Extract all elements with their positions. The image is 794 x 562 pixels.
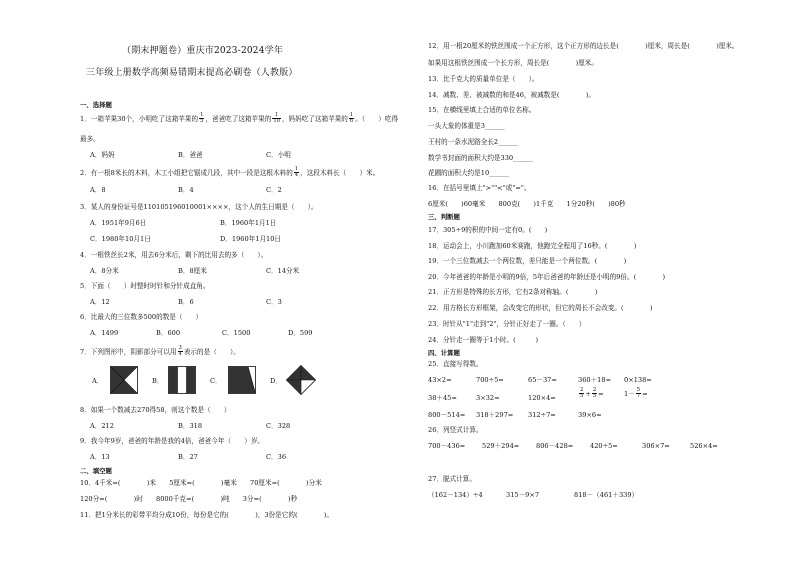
calc-item: 39×6= <box>578 411 602 419</box>
judge-19: 19．一个三位数减去一个两位数，差只能是一个两位数。( ) <box>428 257 627 265</box>
text-fragment: 表示的是（ ）。 <box>183 347 240 356</box>
fraction-1-6 <box>349 113 354 125</box>
text-fragment: 1．一箱苹果30个，小明吃了这箱苹果的 <box>80 114 199 123</box>
question-15-item-2: 王村的一条水泥路全长2______ <box>428 138 518 146</box>
option-d[interactable]: D．599 <box>288 329 313 337</box>
option-c[interactable]: C．1980年10月1日 <box>90 235 151 243</box>
vertical-calc-item: 806－428= <box>536 442 574 450</box>
option-b[interactable]: B．8厘米 <box>178 267 207 275</box>
question-12-line-1: 12．用一根20厘米的铁丝围成一个正方形，这个正方形的边长是( )厘米，周长是( )厘米。 <box>428 42 739 50</box>
section-choice: 一、选择题 <box>80 101 112 109</box>
calc-item-fraction-sum: $\frac{2}{5}$ + $\frac{2}{5}$ = <box>580 387 604 400</box>
text-fragment: 1 <box>294 166 299 172</box>
option-d-label[interactable]: D． <box>270 377 282 385</box>
judge-22: 22．用方格长方形框架，会改变它的形状，但它的周长不会改变。( ) <box>428 304 653 312</box>
question-4: 4．一根铁丝长2米，用去6分米后，剩下的比用去的多（ ）。 <box>80 251 268 259</box>
option-b[interactable]: B．1960年1月1日 <box>220 219 277 227</box>
option-a[interactable]: A．1951年9月6日 <box>90 219 147 227</box>
question-9: 9．我今年9岁，爸爸的年龄是我的4倍，爸爸今年（ ）岁。 <box>80 437 265 445</box>
title-line-1: （期末押题卷）重庆市2023-2024学年 <box>122 46 284 56</box>
mixed-calc-item: 818－（461＋339） <box>574 491 639 499</box>
title-line-2: 三年级上册数学高频易错期末提高必刷卷（人教版） <box>86 68 298 78</box>
option-a-label[interactable]: A． <box>92 377 104 385</box>
question-27: 27．脱式计算。 <box>428 475 476 483</box>
vertical-calc-item: 420÷5= <box>590 442 618 450</box>
question-13: 13．比千克大的质量单位是（ ）。 <box>428 75 539 83</box>
judge-21: 21．正方形是特殊的长方形，它有2条对称轴。( ) <box>428 288 598 296</box>
option-a[interactable]: A．12 <box>90 298 110 306</box>
question-1 <box>80 113 398 125</box>
option-b[interactable]: B．4 <box>178 186 194 194</box>
question-16: 16．在括号里填上">""<"或"="。 <box>428 184 531 192</box>
question-15-item-1: 一头大象的体重是3______ <box>428 122 505 130</box>
question-15-item-4: 花圃的面积大约是10______ <box>428 169 509 177</box>
question-2 <box>80 167 379 179</box>
text-fragment: 2 <box>592 387 597 393</box>
calc-item: 700÷5= <box>476 376 504 384</box>
text-fragment: 5 <box>592 393 597 400</box>
option-c[interactable]: C．14分米 <box>266 267 300 275</box>
question-10-line-1: 10．4千米=( )米 5厘米=( )毫米 70厘米=( )分米 <box>80 479 322 487</box>
fraction-3-4 <box>178 346 183 358</box>
fraction-1-5 <box>199 113 204 125</box>
question-10-line-2: 120分=( )时 8000千克=( )吨 3分=( )秒 <box>80 495 298 503</box>
text-fragment: 5 <box>580 393 584 400</box>
section-judge: 三、判断题 <box>428 213 460 221</box>
option-b-label[interactable]: B． <box>152 377 164 385</box>
calc-item-fraction-diff: 1－ $\frac{5}{7}$ = <box>624 387 648 400</box>
text-fragment: 1 <box>272 113 281 119</box>
text-fragment: 。（ ）吃得 <box>355 114 399 123</box>
option-d[interactable]: D．1960年1月10日 <box>220 235 282 243</box>
vertical-calc-item: 306×7= <box>642 442 670 450</box>
judge-24: 24．分针走一圈等于1小时。( ) <box>428 336 539 344</box>
judge-20: 20．今年爸爸的年龄是小明的9倍，5年后爸爸的年龄还是小明的9倍。( ) <box>428 273 666 281</box>
mixed-calc-item: 315－9×7 <box>506 491 540 499</box>
text-fragment: 10 <box>273 118 280 125</box>
text-fragment: ，妈妈吃了这箱苹果的 <box>281 114 348 123</box>
calc-item: 312÷7= <box>528 411 556 419</box>
text-fragment: 3 <box>178 345 182 351</box>
question-12-line-2: 如果用这根铁丝围成一个长方形，周长是( )厘米。 <box>428 59 598 67</box>
calc-item: 360＋18= <box>578 376 612 384</box>
option-a[interactable]: A．1499 <box>90 329 119 337</box>
text-fragment: ，爸爸吃了这箱苹果的 <box>205 114 272 123</box>
fraction-1-10 <box>272 113 281 125</box>
question-11: 11．把1分米长的彩带平均分成10份，每份是它的( )，3份是它的( )。 <box>80 511 334 519</box>
option-c[interactable]: C．1500 <box>222 329 251 337</box>
text-fragment: 2 <box>580 387 584 393</box>
option-a[interactable]: A．8分米 <box>90 267 119 275</box>
text-fragment: 5 <box>200 118 204 125</box>
text-fragment: 1 <box>349 112 354 118</box>
question-16-line: 6厘米( )60毫米 800克( )1千克 1分20秒( )80秒 <box>428 200 626 208</box>
text-fragment: 7 <box>636 393 641 400</box>
text-fragment: 2．有一根8米长的木料，木工小组把它锯成几段，其中一段是这根木料的 <box>80 168 293 177</box>
option-c[interactable]: C．小明 <box>266 151 291 159</box>
option-c[interactable]: C．3 <box>266 298 282 306</box>
text-fragment: ，这段木料长（ ）米。 <box>300 168 380 177</box>
vertical-calc-item: 700－436= <box>428 442 466 450</box>
calc-item: 65－37= <box>528 376 557 384</box>
calc-item: 43×2= <box>428 376 452 384</box>
judge-18: 18．运动会上，小川跑加60米赛跑，他跑完全程用了16秒。( ) <box>428 242 637 250</box>
option-a[interactable]: A．妈妈 <box>90 151 115 159</box>
option-a[interactable]: A．212 <box>90 422 114 430</box>
option-c[interactable]: C．2 <box>266 186 282 194</box>
question-5: 5．下面（ ）时整时时针和分针成直角。 <box>80 282 210 290</box>
question-14: 14．减数、差、被减数的和是46，被减数是( )。 <box>428 91 595 99</box>
judge-17: 17．305÷9的积的中间一定有0。( ) <box>428 226 548 234</box>
question-26: 26．列竖式计算。 <box>428 426 483 434</box>
text-fragment: 5 <box>636 387 641 393</box>
option-b[interactable]: B．27 <box>178 453 198 461</box>
text-fragment: 1 <box>200 112 204 118</box>
fraction-1-4 <box>294 167 299 179</box>
text-fragment: 1－ <box>624 389 635 398</box>
option-c-label[interactable]: C． <box>210 377 222 385</box>
figure-d-diamond[interactable] <box>286 365 316 395</box>
option-c[interactable]: C．328 <box>266 422 291 430</box>
text-fragment: 6 <box>349 118 354 125</box>
calc-item: 800－514= <box>428 411 466 419</box>
option-b[interactable]: B．6 <box>178 298 194 306</box>
option-b[interactable]: B．爸爸 <box>178 151 203 159</box>
calc-item: 318＋297= <box>476 411 514 419</box>
figure-a-square-triangles[interactable] <box>110 366 138 394</box>
section-calc: 四、计算题 <box>428 349 460 357</box>
figure-c-half-square[interactable] <box>228 366 256 394</box>
question-15: 15．在横线里填上合适的单位名称。 <box>428 106 536 114</box>
calc-item: 120×4= <box>528 394 556 402</box>
question-25: 25．直接写得数。 <box>428 360 483 368</box>
option-c[interactable]: C．36 <box>266 453 287 461</box>
text-fragment: 4 <box>294 172 299 179</box>
option-b[interactable]: B．318 <box>178 422 203 430</box>
question-6: 6．比最大的三位数多500的数是（ ） <box>80 313 203 321</box>
calc-item: 3×32= <box>476 394 500 402</box>
calc-item: 38＋45= <box>428 394 457 402</box>
calc-item: 0×138= <box>624 376 652 384</box>
section-fill: 二、填空题 <box>80 467 112 475</box>
vertical-calc-item: 526×4= <box>690 442 718 450</box>
option-b[interactable]: B．600 <box>156 329 181 337</box>
option-a[interactable]: A．8 <box>90 186 106 194</box>
text-fragment: 7．下列图形中，阴影部分可以用 <box>80 347 177 356</box>
question-3: 3．某人的身份证号是110105196010001××××，这个人的生日期是（ ）。 <box>80 203 318 211</box>
vertical-calc-item: 529＋294= <box>482 442 520 450</box>
text-fragment: 4 <box>178 351 182 358</box>
option-a[interactable]: A．13 <box>90 453 110 461</box>
text-fragment: = <box>598 389 604 398</box>
question-15-item-3: 数学书封面的面积大约是330______ <box>428 154 533 162</box>
question-1-cont: 最多。 <box>80 135 100 143</box>
question-8: 8．如果一个数减去270得58，则这个数是（ ） <box>80 406 231 414</box>
judge-23: 23．时针从"1"走到"2"，分针正好走了一圈。（ ） <box>428 320 586 328</box>
mixed-calc-item: （162－134）÷4 <box>428 491 483 499</box>
question-7 <box>80 346 240 358</box>
figure-b-striped-rectangle[interactable] <box>168 366 196 394</box>
